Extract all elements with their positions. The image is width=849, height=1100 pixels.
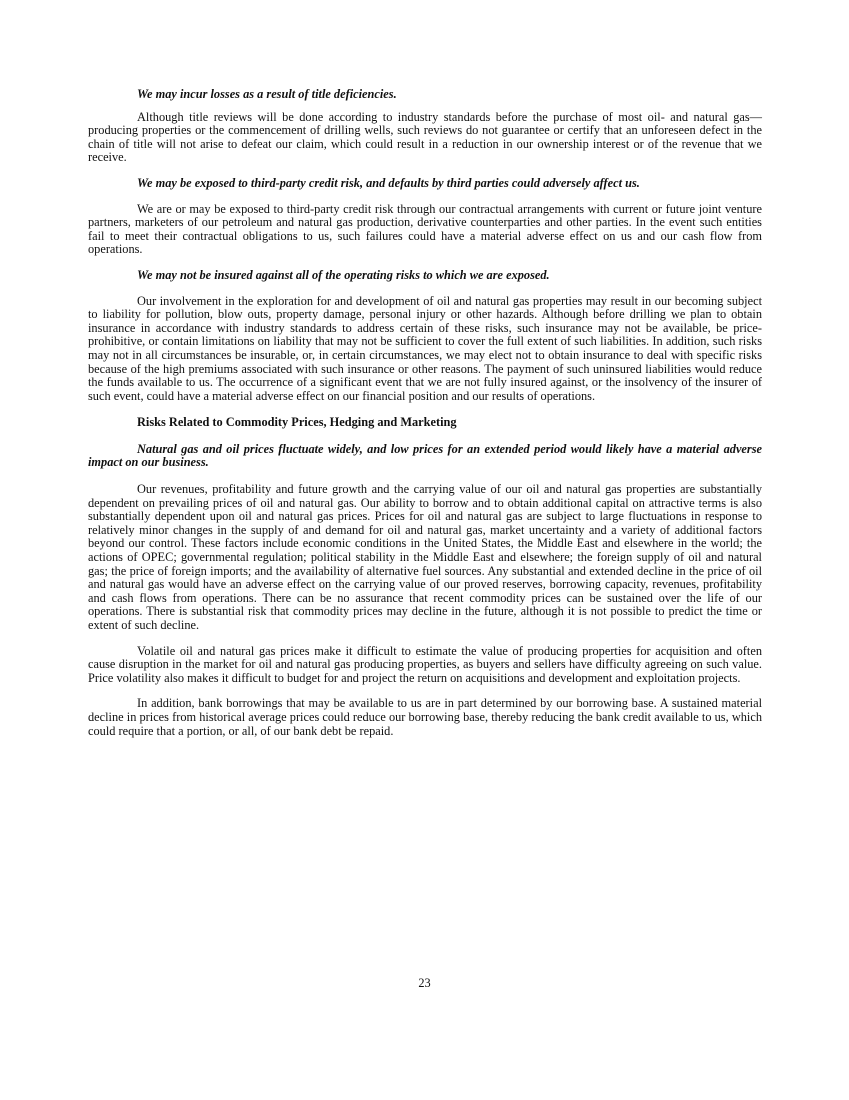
risk-heading-insurance: We may not be insured against all of the operating risks to which we are exposed. (137, 267, 550, 282)
paragraph-third-party-credit: We are or may be exposed to third-party credit risk through our contractual arrangements with current or future joint venture partners, marketers of our petroleum and natural gas production, derivative counterparties and other parties. In the event such entities fail to meet their contractual obligations to us, such failures could have a material adverse effect on us and our cash flow from operations. (88, 201, 762, 257)
paragraph-title-deficiencies: Although title reviews will be done according to industry standards before the purchase of most oil- and natural gas—producing properties or the commencement of drilling wells, such reviews do not guarantee or certify that an unforeseen defect in the chain of title will not arise to defeat our claim, which could result in a reduction in our ownership interest or of the revenue that we receive. (88, 109, 762, 165)
risk-heading-third-party-credit: We may be exposed to third-party credit risk, and defaults by third parties could adversely affect us. (137, 175, 640, 190)
category-heading-commodity: Risks Related to Commodity Prices, Hedging and Marketing (137, 415, 457, 430)
page-number: 23 (418, 976, 431, 990)
document-body (88, 88, 762, 738)
paragraph-insurance: Our involvement in the exploration for and development of oil and natural gas properties may result in our becoming subject to liability for pollution, blow outs, property damage, personal injury or other hazards. Although before drilling we plan to obtain insurance in accordance with industry standards to address certain of these risks, such insurance may not be available, be price-prohibitive, or contain limitations on liability that may not be sufficient to cover the full extent of such liabilities. In addition, such risks may not in all circumstances be insurable, or, in certain circumstances, we may elect not to obtain insurance to deal with specific risks because of the high premiums associated with such insurance or other reasons. The payment of such uninsured liabilities would reduce the funds available to us. The occurrence of a significant event that we are not fully insured against, or the insolvency of the insurer of such event, could have a material adverse effect on our financial position and our results of operations. (88, 293, 762, 403)
paragraph-price-volatility: Volatile oil and natural gas prices make it difficult to estimate the value of producing properties for acquisition and often cause disruption in the market for oil and natural gas producing properties, as buyers and sellers have difficulty agreeing on such value. Price volatility also makes it difficult to budget for and project the return on acquisitions and development and exploitation projects. (88, 643, 762, 685)
risk-heading-title-deficiencies: We may incur losses as a result of title deficiencies. (137, 87, 397, 101)
paragraph-commodity-prices: Our revenues, profitability and future growth and the carrying value of our oil and natural gas properties are substantially dependent on prevailing prices of oil and natural gas. Our ability to borrow and to obtain additional capital on attractive terms is also substantially dependent upon oil and natural gas prices. Prices for oil and natural gas are subject to large fluctuations in response to relatively minor changes in the supply of and demand for oil and natural gas, market uncertainty and a variety of additional factors beyond our control. These factors include economic conditions in the United States, the Middle East and elsewhere in the world; the actions of OPEC; governmental regulation; political stability in the Middle East and elsewhere; the foreign supply of oil and natural gas; the price of foreign imports; and the availability of alternative fuel sources. Any substantial and extended decline in the price of oil and natural gas would have an adverse effect on the carrying value of our proved reserves, borrowing capacity, revenues, profitability and cash flows from operations. There can be no assurance that recent commodity prices can be sustained over the life of our operations. There is substantial risk that commodity prices may decline in the future, although it is not possible to predict the time or extent of such decline. (88, 482, 762, 632)
risk-heading-commodity-prices: Natural gas and oil prices fluctuate widely, and low prices for an extended period would likely have a material adverse impact on our business. (88, 441, 762, 470)
paragraph-borrowing-base: In addition, bank borrowings that may be available to us are in part determined by our borrowing base. A sustained material decline in prices from historical average prices could reduce our borrowing base, thereby reducing the bank credit available to us, which could require that a portion, or all, of our bank debt be repaid. (88, 696, 762, 738)
